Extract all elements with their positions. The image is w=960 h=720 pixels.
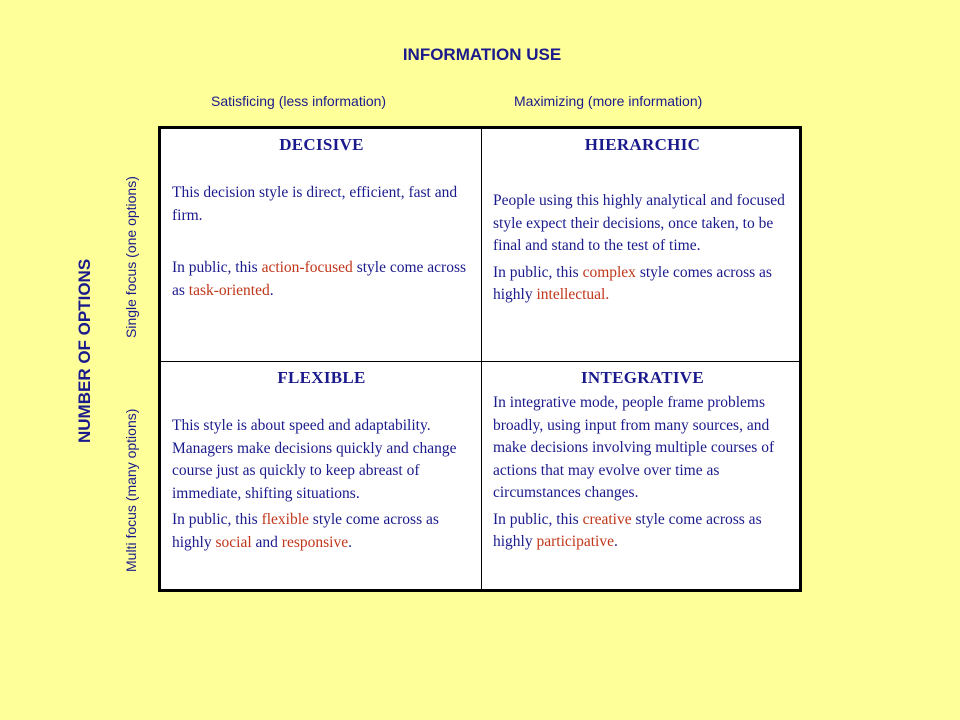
single-focus-label: Single focus (one options) [123,176,139,338]
integrative-description: In integrative mode, people frame problems broadly, using input from many sources, and make decisions involving multiple courses of actions that may evolve over time as circumstances changes. [493,394,775,501]
integrative-title: INTEGRATIVE [581,368,704,387]
multi-focus-label: Multi focus (many options) [123,408,139,572]
number-of-options-title: NUMBER OF OPTIONS [75,258,94,443]
maximizing-label: Maximizing (more information) [514,93,703,109]
decisive-keyword-action-focused: action-focused [261,259,353,276]
integrative-public-text: In public, this creative style come across as highly participative. [493,510,762,550]
hierarchic-title: HIERARCHIC [584,135,701,154]
decision-style-matrix [158,126,802,592]
flexible-keyword-flexible: flexible [261,511,309,528]
flexible-description: This style is about speed and adaptability. Managers make decisions quickly and change course just as quickly to keep abreast of immediate, shifting situations. [172,417,457,502]
integrative-quadrant [482,362,802,589]
hierarchic-keyword-intellectual: intellectual. [536,286,610,303]
flexible-quadrant [161,362,482,589]
satisficing-label: Satisficing (less information) [211,93,387,109]
flexible-title: FLEXIBLE [277,368,366,387]
flexible-public-text: In public, this flexible style come across as highly social and responsive. [172,511,439,551]
decisive-title: DECISIVE [279,135,364,154]
decisive-quadrant [161,129,482,362]
hierarchic-quadrant [482,129,802,362]
decisive-public-text: In public, this action-focused style come across as task-oriented. [172,259,467,299]
hierarchic-keyword-complex: complex [582,263,636,281]
information-use-title: INFORMATION USE [402,45,562,64]
hierarchic-public-text: In public, this complex style comes across as highly intellectual. [493,263,772,303]
flexible-keyword-social: social [215,533,252,551]
integrative-keyword-creative: creative [582,510,632,528]
decisive-description: This decision style is direct, efficient, fast and firm. [172,184,458,224]
flexible-keyword-responsive: responsive [281,533,349,551]
hierarchic-description: People using this highly analytical and focused style expect their decisions, once taken, to be final and stand to the test of time. [493,192,785,254]
decisive-keyword-task-oriented: task-oriented [188,281,270,299]
integrative-keyword-participative: participative [536,533,614,550]
